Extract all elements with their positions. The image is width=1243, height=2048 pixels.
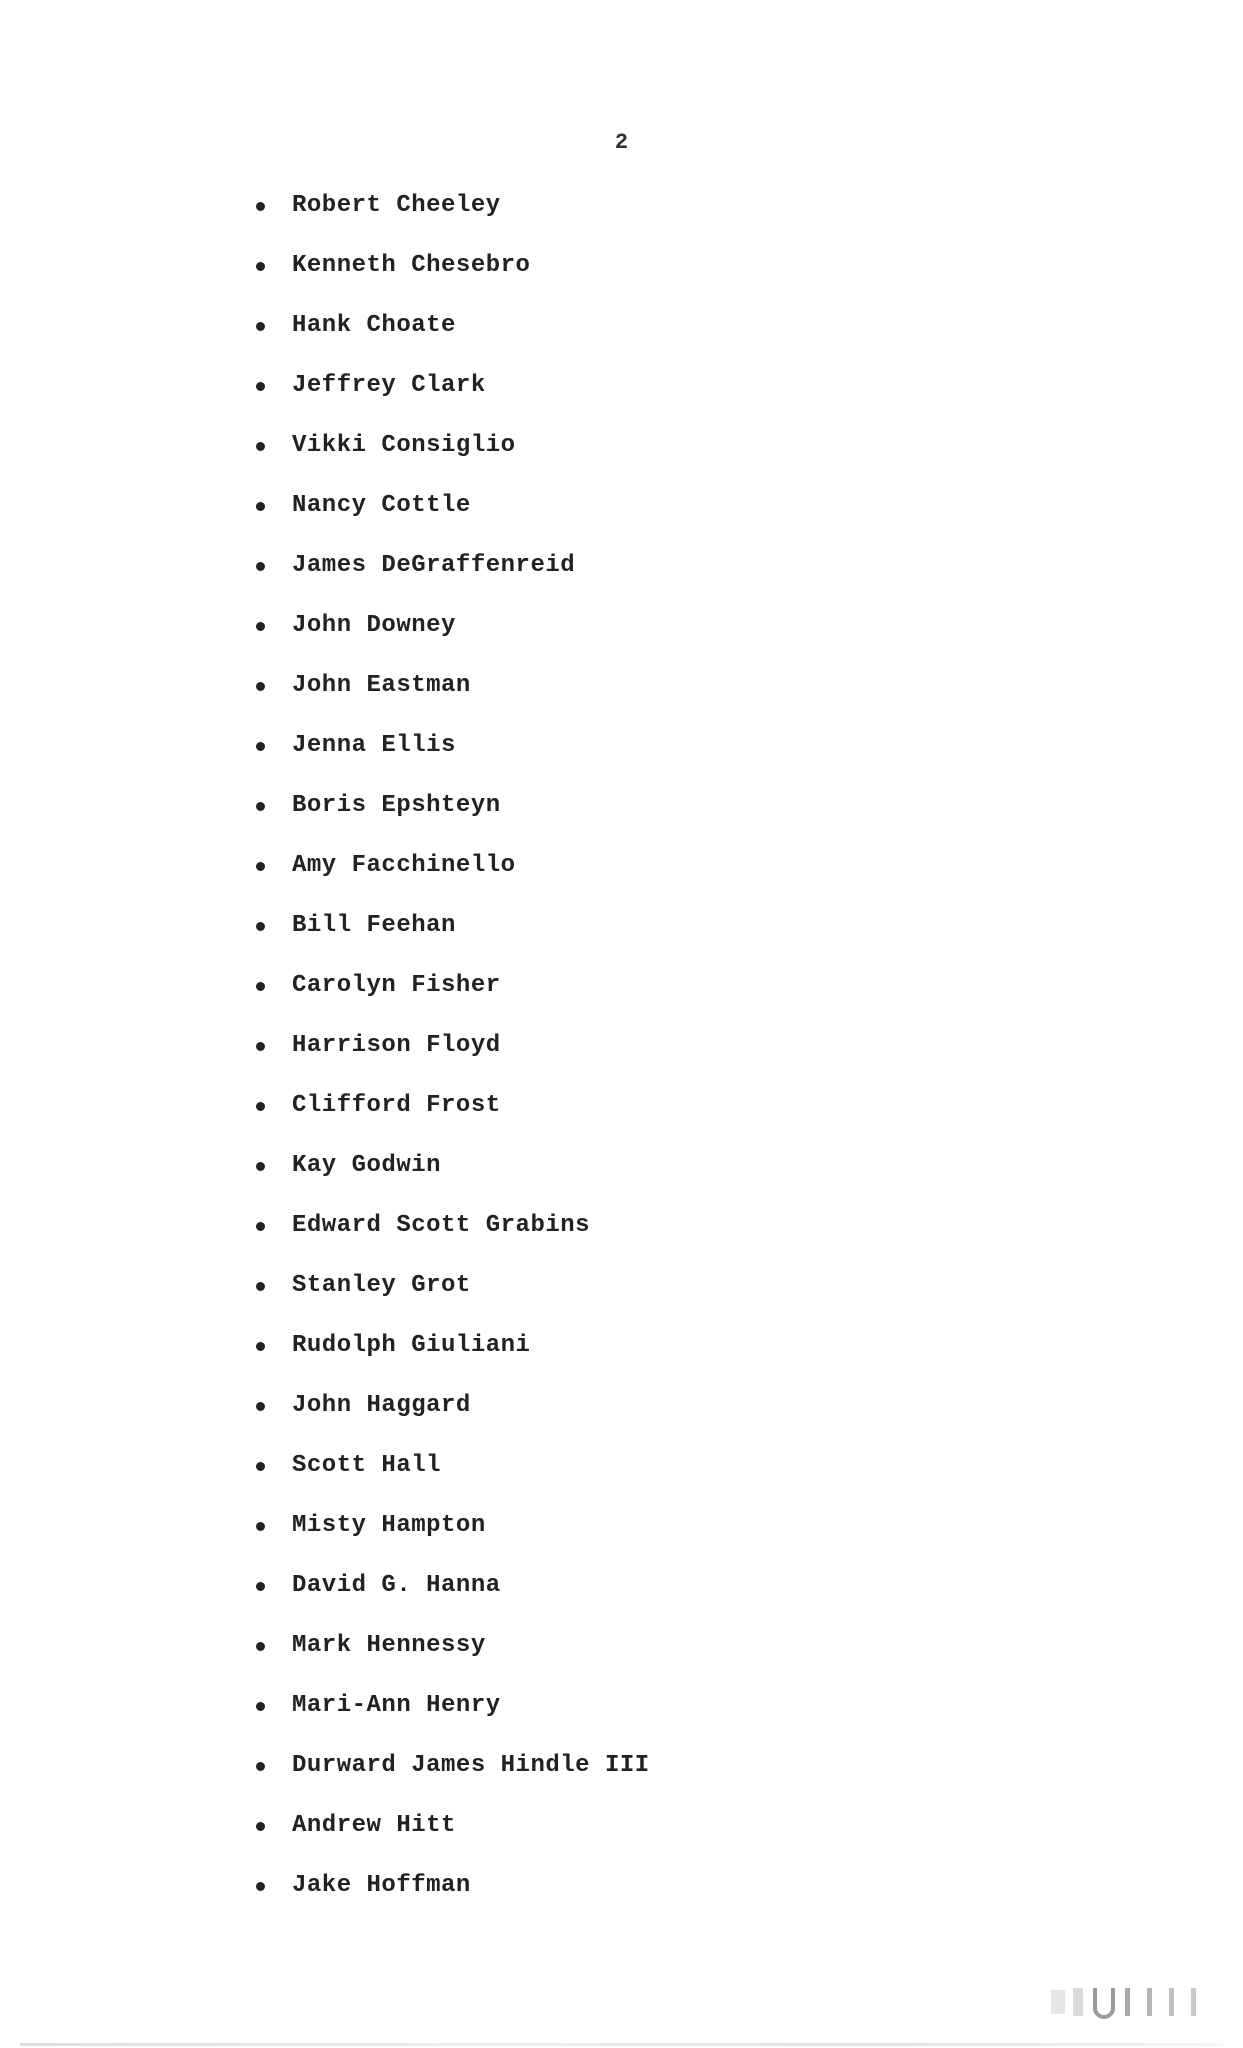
person-name: Harrison Floyd	[292, 1032, 501, 1059]
person-name: Mari-Ann Henry	[292, 1692, 501, 1719]
person-name: Nancy Cottle	[292, 492, 471, 519]
bullet-icon	[256, 1222, 265, 1231]
person-name: Andrew Hitt	[292, 1812, 456, 1839]
person-name: Stanley Grot	[292, 1272, 471, 1299]
bullet-icon	[256, 802, 265, 811]
person-name: Misty Hampton	[292, 1512, 486, 1539]
bullet-icon	[256, 502, 265, 511]
bullet-icon	[256, 322, 265, 331]
scan-edge-line	[20, 2043, 1223, 2046]
bullet-icon	[256, 262, 265, 271]
person-name: John Haggard	[292, 1392, 471, 1419]
bullet-icon	[256, 622, 265, 631]
person-name: John Eastman	[292, 672, 471, 699]
person-name: Durward James Hindle III	[292, 1752, 650, 1779]
bullet-icon	[256, 1342, 265, 1351]
bullet-icon	[256, 1162, 265, 1171]
person-name: Edward Scott Grabins	[292, 1212, 591, 1239]
bullet-icon	[256, 1462, 265, 1471]
bullet-icon	[256, 1762, 265, 1771]
person-name: Carolyn Fisher	[292, 972, 501, 999]
bullet-icon	[256, 682, 265, 691]
bullet-icon	[256, 982, 265, 991]
person-name: Scott Hall	[292, 1452, 442, 1479]
bullet-icon	[256, 1642, 265, 1651]
bullet-icon	[256, 862, 265, 871]
bullet-icon	[256, 1402, 265, 1411]
person-name: Kenneth Chesebro	[292, 252, 531, 279]
bullet-icon	[256, 922, 265, 931]
bullet-icon	[256, 562, 265, 571]
bullet-icon	[256, 1822, 265, 1831]
bullet-icon	[256, 1582, 265, 1591]
bullet-icon	[256, 1522, 265, 1531]
person-name: Jake Hoffman	[292, 1872, 471, 1899]
watermark-logo-icon	[1051, 1984, 1221, 2020]
person-name: David G. Hanna	[292, 1572, 501, 1599]
page-number: 2	[614, 130, 629, 155]
person-name: Boris Epshteyn	[292, 792, 501, 819]
person-name: Jeffrey Clark	[292, 372, 486, 399]
person-name: Jenna Ellis	[292, 732, 456, 759]
person-name: Rudolph Giuliani	[292, 1332, 531, 1359]
bullet-icon	[256, 1702, 265, 1711]
person-name: John Downey	[292, 612, 456, 639]
bullet-icon	[256, 1042, 265, 1051]
person-name: Clifford Frost	[292, 1092, 501, 1119]
person-name: Kay Godwin	[292, 1152, 442, 1179]
bullet-icon	[256, 382, 265, 391]
person-name: Hank Choate	[292, 312, 456, 339]
person-name: Robert Cheeley	[292, 192, 501, 219]
person-name: Bill Feehan	[292, 912, 456, 939]
bullet-icon	[256, 202, 265, 211]
bullet-icon	[256, 1882, 265, 1891]
person-name: James DeGraffenreid	[292, 552, 576, 579]
bullet-icon	[256, 1102, 265, 1111]
person-name: Amy Facchinello	[292, 852, 516, 879]
bullet-icon	[256, 442, 265, 451]
bullet-icon	[256, 1282, 265, 1291]
bullet-icon	[256, 742, 265, 751]
person-name: Vikki Consiglio	[292, 432, 516, 459]
person-name: Mark Hennessy	[292, 1632, 486, 1659]
